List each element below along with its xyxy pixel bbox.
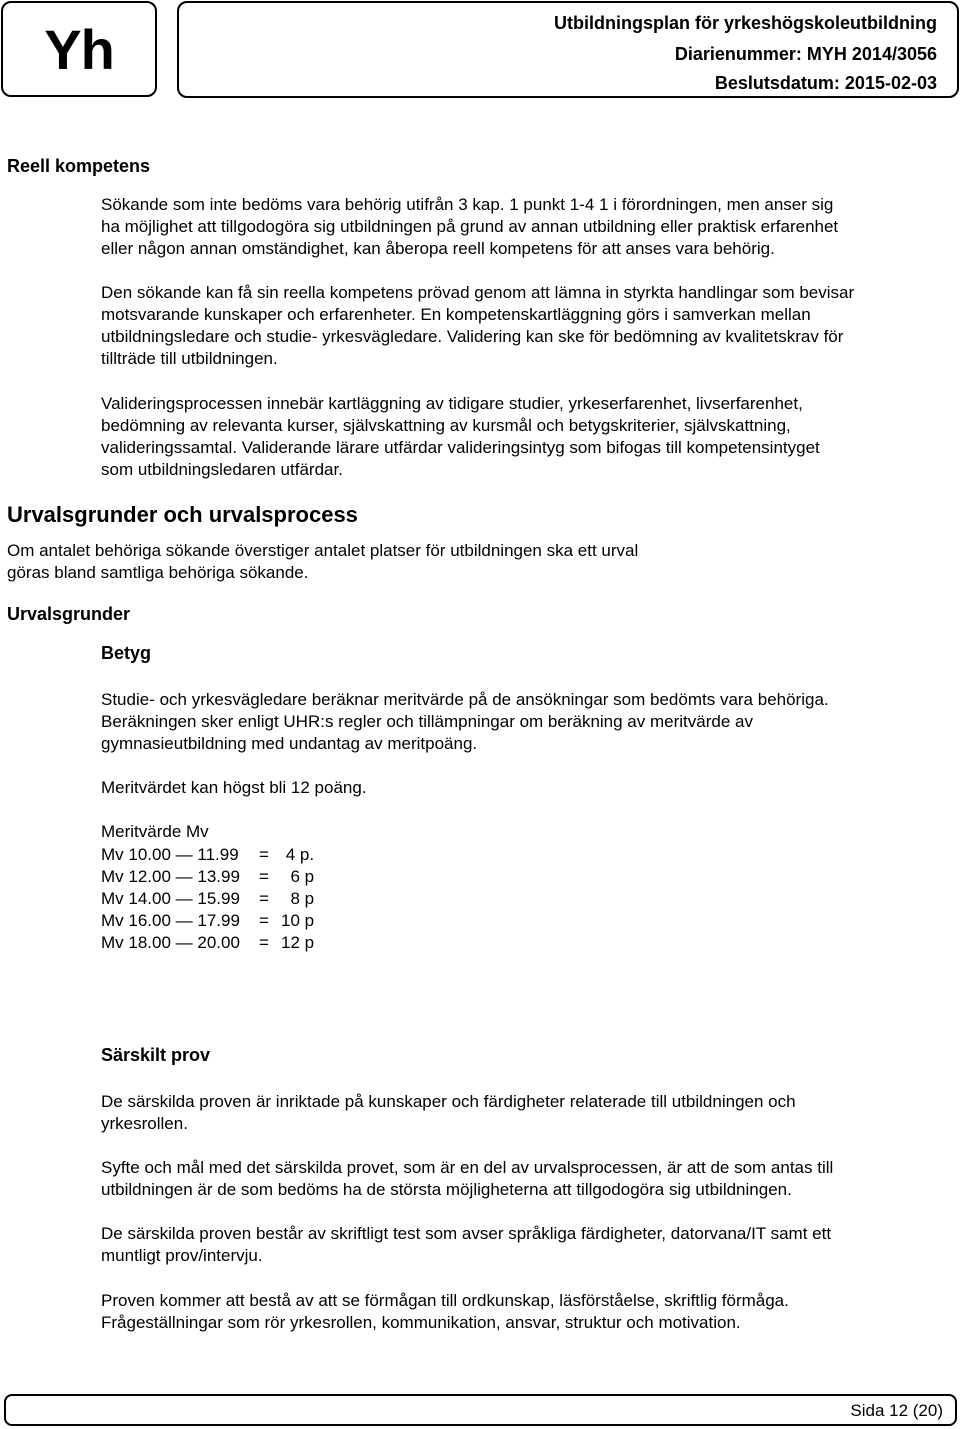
mv-equals: = — [259, 889, 269, 908]
betyg-paragraph-1: Studie- och yrkesvägledare beräknar meritvärde på de ansökningar som bedömts vara behöriga. Beräkningen sker enligt UHR:s regler och tillämpningar om beräkning av meritvärde av gymnasieutbildning med undantag av meritpoäng. — [101, 690, 829, 753]
page-number: Sida 12 (20) — [850, 1401, 943, 1420]
prov-paragraph-3: De särskilda proven består av skriftligt test som avser språkliga färdigheter, datorvana/IT samt ett muntligt prov/intervju. — [101, 1224, 832, 1265]
mv-points: 10 p — [281, 911, 315, 930]
diarienummer: Diarienummer: MYH 2014/3056 — [674, 44, 937, 64]
beslutsdatum: Beslutsdatum: 2015-02-03 — [714, 73, 937, 93]
mv-range: Mv 12.00 — 13.99 — [101, 867, 240, 886]
yh-logo: Yh — [44, 17, 114, 81]
heading-betyg: Betyg — [101, 643, 152, 663]
table-row — [101, 932, 314, 954]
table-row — [101, 888, 314, 910]
mv-equals: = — [259, 867, 269, 886]
betyg-paragraph-2: Meritvärdet kan högst bli 12 poäng. — [101, 778, 367, 797]
reell-paragraph-2: Den sökande kan få sin reella kompetens prövad genom att lämna in styrkta handlingar som bevisar motsvarande kunskaper och erfarenheter. En kompetenskartläggning görs i samverkan mellan utbildningsledare och studie- yrkesvägledare. Validering kan ske för bedömning av kvalitetskrav för tillträde till utbildningen. — [101, 283, 855, 368]
table-row — [101, 866, 314, 888]
prov-paragraph-2: Syfte och mål med det särskilda provet, som är en del av urvalsprocessen, är att de som antas till utbildningen är de som bedöms ha de största möjligheterna att tillgodogöra sig utbildningen. — [101, 1158, 834, 1199]
reell-paragraph-3: Valideringsprocessen innebär kartläggning av tidigare studier, yrkeserfarenhet, livserfarenhet, bedömning av relevanta kurser, självskattning av kursmål och betygskriterier, självskattning, valideringssamtal. Validerande lärare utfärdar valideringsintyg som bifogas till kompetensintyget som utbildningsledaren utfärdar. — [101, 394, 820, 479]
mv-points: 6 p — [290, 867, 315, 886]
logo-box — [1, 1, 157, 97]
heading-sarskilt-prov: Särskilt prov — [101, 1045, 211, 1065]
mv-range: Mv 16.00 — 17.99 — [101, 911, 240, 930]
mv-equals: = — [259, 911, 269, 930]
mv-equals: = — [259, 933, 269, 952]
mv-range: Mv 18.00 — 20.00 — [101, 933, 240, 952]
mv-points: 12 p — [281, 933, 315, 952]
meritvarde-table — [101, 844, 314, 954]
document-title: Utbildningsplan för yrkeshögskoleutbildning — [553, 13, 937, 33]
prov-paragraph-1: De särskilda proven är inriktade på kunskaper och färdigheter relaterade till utbildningen och yrkesrollen. — [101, 1092, 796, 1133]
mv-equals: = — [259, 845, 269, 864]
mv-points: 4 p. — [285, 845, 315, 864]
table-row — [101, 910, 314, 932]
mv-range: Mv 14.00 — 15.99 — [101, 889, 240, 908]
mv-points: 8 p — [290, 889, 315, 908]
meritvarde-heading: Meritvärde Mv — [101, 822, 209, 841]
heading-reell-kompetens: Reell kompetens — [7, 156, 151, 176]
mv-range: Mv 10.00 — 11.99 — [101, 845, 239, 864]
heading-urvalsgrunder: Urvalsgrunder — [7, 604, 131, 624]
reell-paragraph-1: Sökande som inte bedöms vara behörig utifrån 3 kap. 1 punkt 1-4 1 i förordningen, men anser sig ha möjlighet att tillgodogöra sig utbildningen på grund av annan utbildning eller praktisk erfarenhet eller någon annan omständighet, kan åberopa reell kompetens för att anses vara behörig. — [101, 195, 839, 258]
table-row — [101, 844, 314, 866]
prov-paragraph-4: Proven kommer att bestå av att se förmågan till ordkunskap, läsförståelse, skriftlig förmåga. Frågeställningar som rör yrkesrollen, kommunikation, ansvar, struktur och motivation. — [101, 1291, 789, 1332]
document-header — [177, 1, 959, 98]
page-footer — [4, 1394, 957, 1426]
heading-urvalsgrunder-och-urvalsprocess: Urvalsgrunder och urvalsprocess — [7, 502, 358, 527]
urval-intro: Om antalet behöriga sökande överstiger antalet platser för utbildningen ska ett urval göras bland samtliga behöriga sökande. — [7, 541, 639, 582]
